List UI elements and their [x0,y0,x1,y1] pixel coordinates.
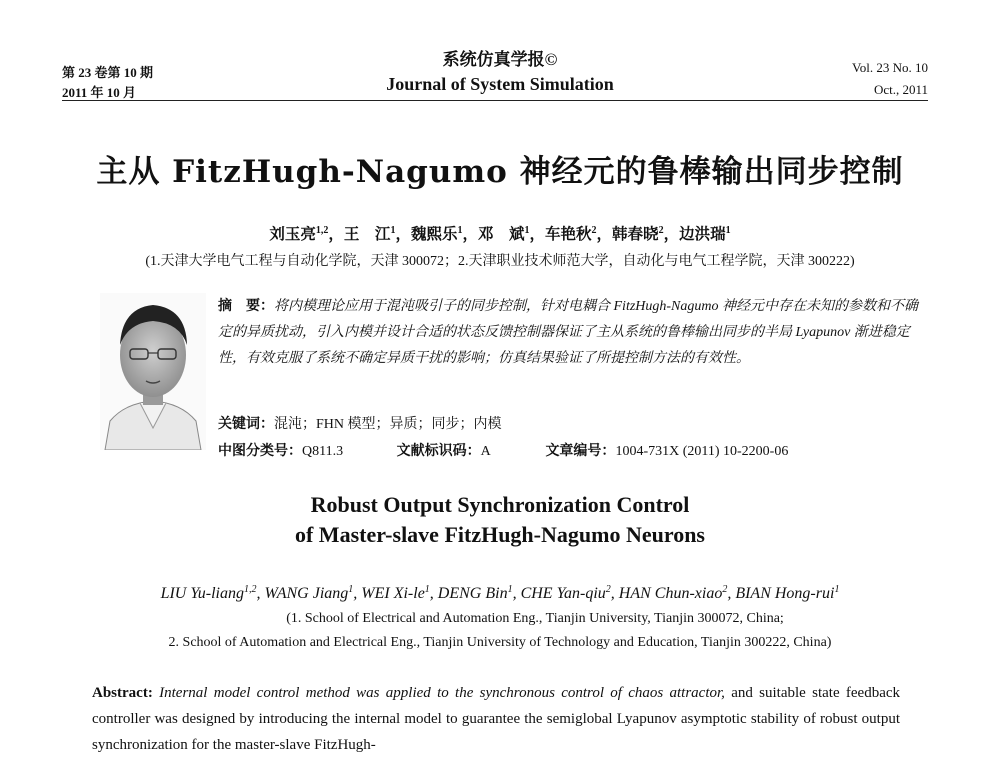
en-author-separator: , [610,585,619,602]
abstract-en-text: and suitable state feedback controller was designed by introducing the internal model to guarantee the semiglobal Lyapunov asymptotic stability of robust output synchronization for the master-slave FitzHugh- [92,685,901,753]
cn-author-affil-mark: 1,2 [315,225,329,236]
cn-author-name: 刘玉亮 [269,226,316,243]
en-author-name: BIAN Hong-rui [735,585,835,602]
abstract-en-label: Abstract: [92,685,153,701]
en-author-separator: , [429,585,438,602]
en-author-separator: , [512,585,521,602]
en-author-affil-mark: 1 [348,584,354,595]
authors-en [0,585,1000,603]
journal-name-en: Journal of System Simulation [386,74,614,94]
en-author-name: LIU Yu-liang [160,585,244,602]
volume-issue-cn: 第 23 卷第 10 期 [62,65,154,80]
doc-code-label: 文献标识码： [396,444,481,459]
cn-author-separator: ， [529,226,546,243]
doc-code-value: A [480,444,490,459]
author-photo [100,293,206,450]
cn-author-affil-mark: 1 [725,225,731,236]
en-author-name: HAN Chun-xiao [618,585,723,602]
cn-author-affil-mark: 2 [658,225,664,236]
abstract-cn [218,294,918,372]
en-author-affil-mark: 1,2 [244,584,257,595]
keywords-cn [218,412,918,438]
cn-author-separator: ， [328,226,344,243]
en-author-separator: , [353,585,362,602]
affiliation-cn: (1.天津大学电气工程与自动化学院，天津 300072；2.天津职业技术师范大学，自动化与电气工程学院，天津 300222) [145,254,855,269]
authors-cn [0,222,1000,244]
paper-title-en-line1: Robust Output Synchronization Control [310,492,690,517]
cn-author-affil-mark: 1 [524,225,530,236]
cn-author-name: 邓 斌 [477,226,525,243]
article-number-value: 1004-731X (2011) 10-2200-06 [615,444,789,459]
cn-author-name: 魏熙乐 [410,226,458,243]
date-en: Oct., 2011 [873,82,928,97]
keywords-cn-label: 关键词： [218,417,274,432]
keywords-cn-text: 混沌；FHN 模型；异质；同步；内模 [274,417,502,432]
clc-label: 中图分类号： [218,444,302,459]
paper-title-en [0,490,1000,550]
paper-title-cn: 主从 FitzHugh-Nagumo 神经元的鲁棒输出同步控制 [96,154,904,190]
en-author-affil-mark: 2 [605,584,611,595]
cn-author-affil-mark: 1 [390,225,396,236]
en-author-affil-mark: 1 [834,584,840,595]
en-author-name: CHE Yan-qiu [520,585,606,602]
cn-author-name: 车艳秋 [545,226,592,243]
volume-issue-en: Vol. 23 No. 10 [852,60,928,75]
en-author-separator: , [727,585,736,602]
cn-author-name: 边洪瑞 [679,226,726,243]
date-cn: 2011 年 10 月 [62,85,137,100]
cn-author-name: 韩春晓 [612,226,659,243]
en-author-name: WANG Jiang [264,585,349,602]
clc-value: Q811.3 [302,444,344,459]
en-author-separator: , [256,585,265,602]
classification-line [218,440,938,460]
cn-author-separator: ， [663,226,680,243]
affiliation-en-line2: 2. School of Automation and Electrical Eng., Tianjin University of Technology and Education, Tianjin 300222, China) [168,635,832,650]
abstract-en [92,680,900,758]
cn-author-affil-mark: 2 [591,225,597,236]
en-author-name: WEI Xi-le [361,585,425,602]
cn-author-separator: ， [462,226,478,243]
paper-title-en-line2: of Master-slave FitzHugh-Nagumo Neurons [294,522,705,547]
cn-author-name: 王 江 [343,226,391,243]
header-rule [62,100,928,101]
en-author-affil-mark: 2 [722,584,728,595]
cn-author-separator: ， [596,226,613,243]
article-number-label: 文章编号： [545,444,616,459]
cn-author-separator: ， [395,226,411,243]
abstract-cn-text: 将内模理论应用于混沌吸引子的同步控制，针对电耦合 FitzHugh-Nagumo 神经元中存在未知的参数和不确定的异质扰动，引入内模并设计合适的状态反馈控制器保证了主从系统的鲁棒输出同步的半局 Lyapunov 渐进稳定性，有效克服了系统不确定异质干扰的影响；仿真结果验证了所提控制方法的有效性。 [218,299,918,366]
en-author-name: DENG Bin [437,585,508,602]
cn-author-affil-mark: 1 [457,225,463,236]
affiliation-en-line1: (1. School of Electrical and Automation Eng., Tianjin University, Tianjin 300072, China; [286,611,784,626]
abstract-cn-label: 摘 要： [218,299,274,314]
en-author-affil-mark: 1 [424,584,430,595]
en-author-affil-mark: 1 [507,584,513,595]
abstract-en-italic: Internal model control method was applied to the synchronous control of chaos attractor, [159,685,725,701]
journal-name-cn: 系统仿真学报© [442,50,558,69]
